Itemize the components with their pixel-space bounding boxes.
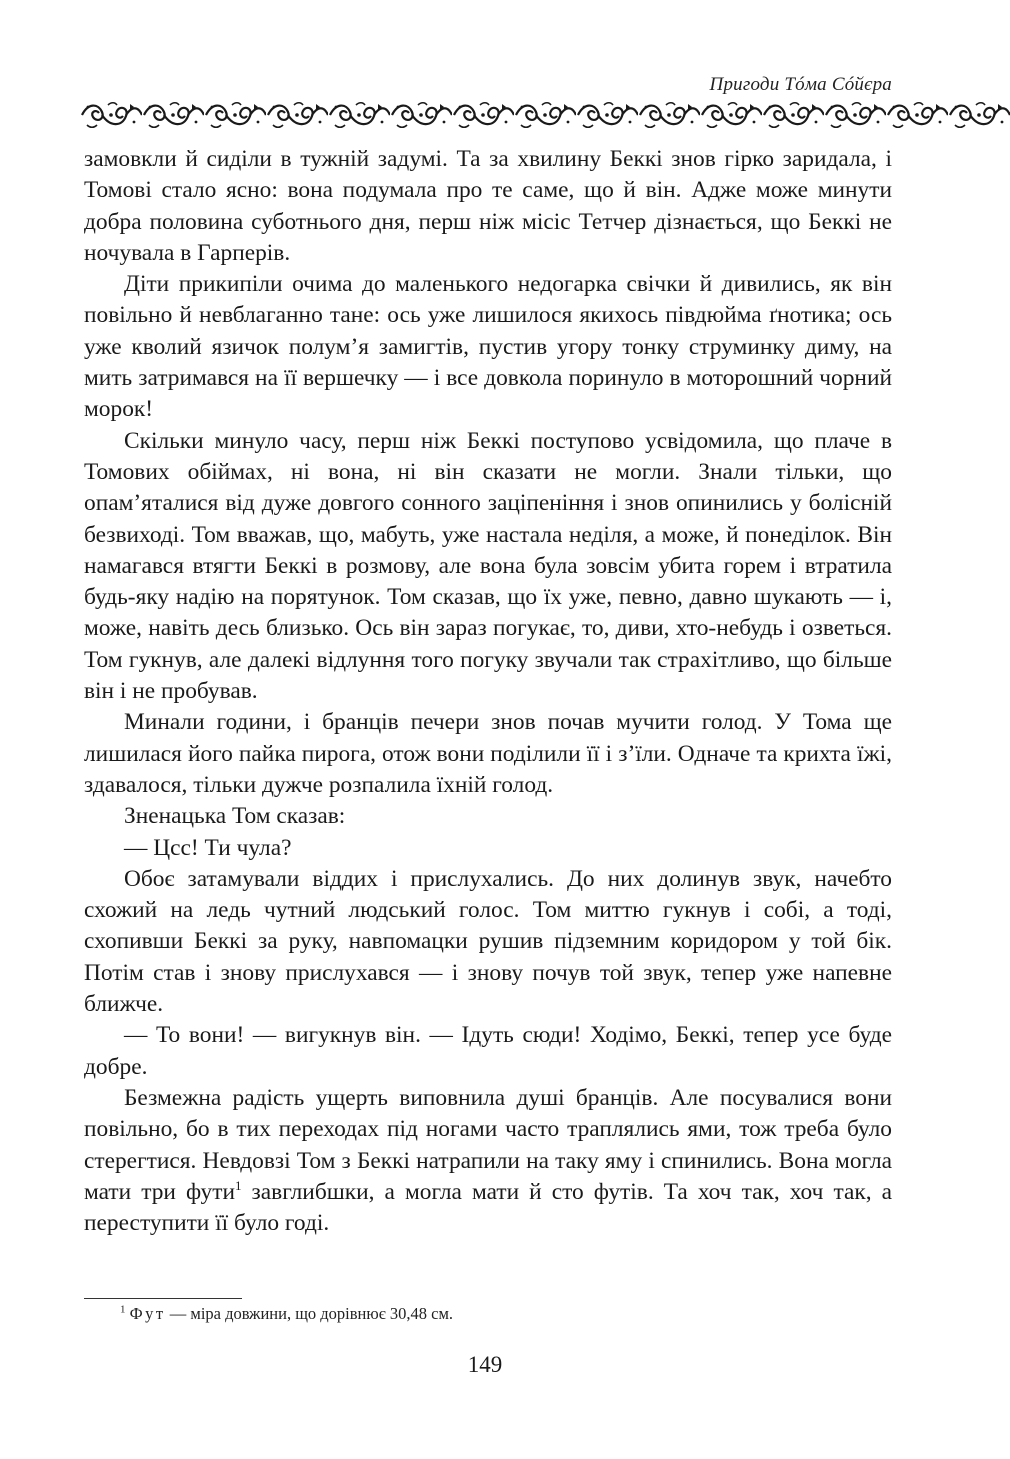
running-header: Пригоди Тóма Сóйєра <box>709 74 892 95</box>
decorative-scroll-band-icon <box>80 100 1010 130</box>
footnote-term: Фут <box>129 1304 166 1323</box>
paragraph: Минали години, і бранців печери знов почав мучити голод. У Тома ще лишилася його пайка пирога, отож вони поділили її і з’їли. Одначе та крихта їжі, здавалося, тільки дужче розпалила їхній голод. <box>84 709 892 798</box>
footnote-divider <box>84 1298 242 1299</box>
paragraph-text: Безмежна радість ущерть виповнила душі бранців. Але посувалися вони повільно, бо в тих переходах під ногами часто траплялись ями, тож треба було стерегтися. Невдовзі Том з Беккі натрапили на таку яму і спинились. Вона могла мати три фути <box>84 1084 892 1205</box>
footnote-mark: 1 <box>120 1303 126 1316</box>
footnote-definition: — міра довжини, що дорівнює 30,48 см. <box>165 1304 454 1323</box>
paragraph-with-footnote <box>84 1083 892 1239</box>
paragraph: — То вони! — вигукнув він. — Ідуть сюди! Ходімо, Беккі, тепер усе буде добре. <box>84 1022 892 1080</box>
paragraph: Скільки минуло часу, перш ніж Беккі поступово усвідомила, що плаче в Томових обіймах, ні вона, ні він сказати не могли. Знали тільки, що опам’яталися від дуже довгого сонного заціпеніння і знов опинились у болісній безвиході. Том вважав, що, мабуть, уже настала неділя, а може, й понеділок. Він намагався втягти Беккі в розмову, але вона була зовсім убита горем і втратила будь-яку надію на порятунок. Том сказав, що їх уже, певно, давно шукають — і, може, навіть десь близько. Ось він зараз погукає, то, диви, хто-небудь і озветься. Том гукнув, але далекі відлуння того погуку звучали так страхітливо, що більше він і не пробував. <box>84 427 892 705</box>
paragraph: Обоє затамували віддих і прислухались. До них долинув звук, начебто схожий на ледь чутний людський голос. Том миттю гукнув і собі, а тоді, схопивши Беккі за руку, навпомацки рушив підземним коридором у той бік. Потім став і знову прислухався — і знову почув той звук, тепер уже напевне ближче. <box>84 865 892 1018</box>
body-text <box>84 144 892 1239</box>
page-number: 149 <box>467 1352 503 1377</box>
footnote <box>120 1303 880 1325</box>
paragraph: — Цсс! Ти чула? <box>124 834 292 861</box>
paragraph: Зненацька Том сказав: <box>124 803 346 830</box>
paragraph: замовкли й сиділи в тужній задумі. Та за хвилину Беккі знов гірко заридала, і Томові стало ясно: вона подумала про те саме, що й він. Адже може минути добра половина суботнього дня, перш ніж місіс Тетчер дізнається, що Беккі не ночувала в Гарперів. <box>84 146 892 266</box>
paragraph: Діти прикипіли очима до маленького недогарка свічки й дивились, як він повільно й невблаганно тане: ось уже лишилося якихось півдюйма ґнотика; ось уже кволий язичок полум’я замигтів, пустив угору тонку струминку диму, на мить затримався на її вершечку — і все довкола поринуло в моторошний чорний морок! <box>84 271 892 423</box>
paragraph-text: завглибшки, а могла мати й сто футів. Та хоч так, хоч так, а переступити її було годі. <box>84 1178 892 1237</box>
footnote-reference[interactable]: 1 <box>235 1178 242 1193</box>
